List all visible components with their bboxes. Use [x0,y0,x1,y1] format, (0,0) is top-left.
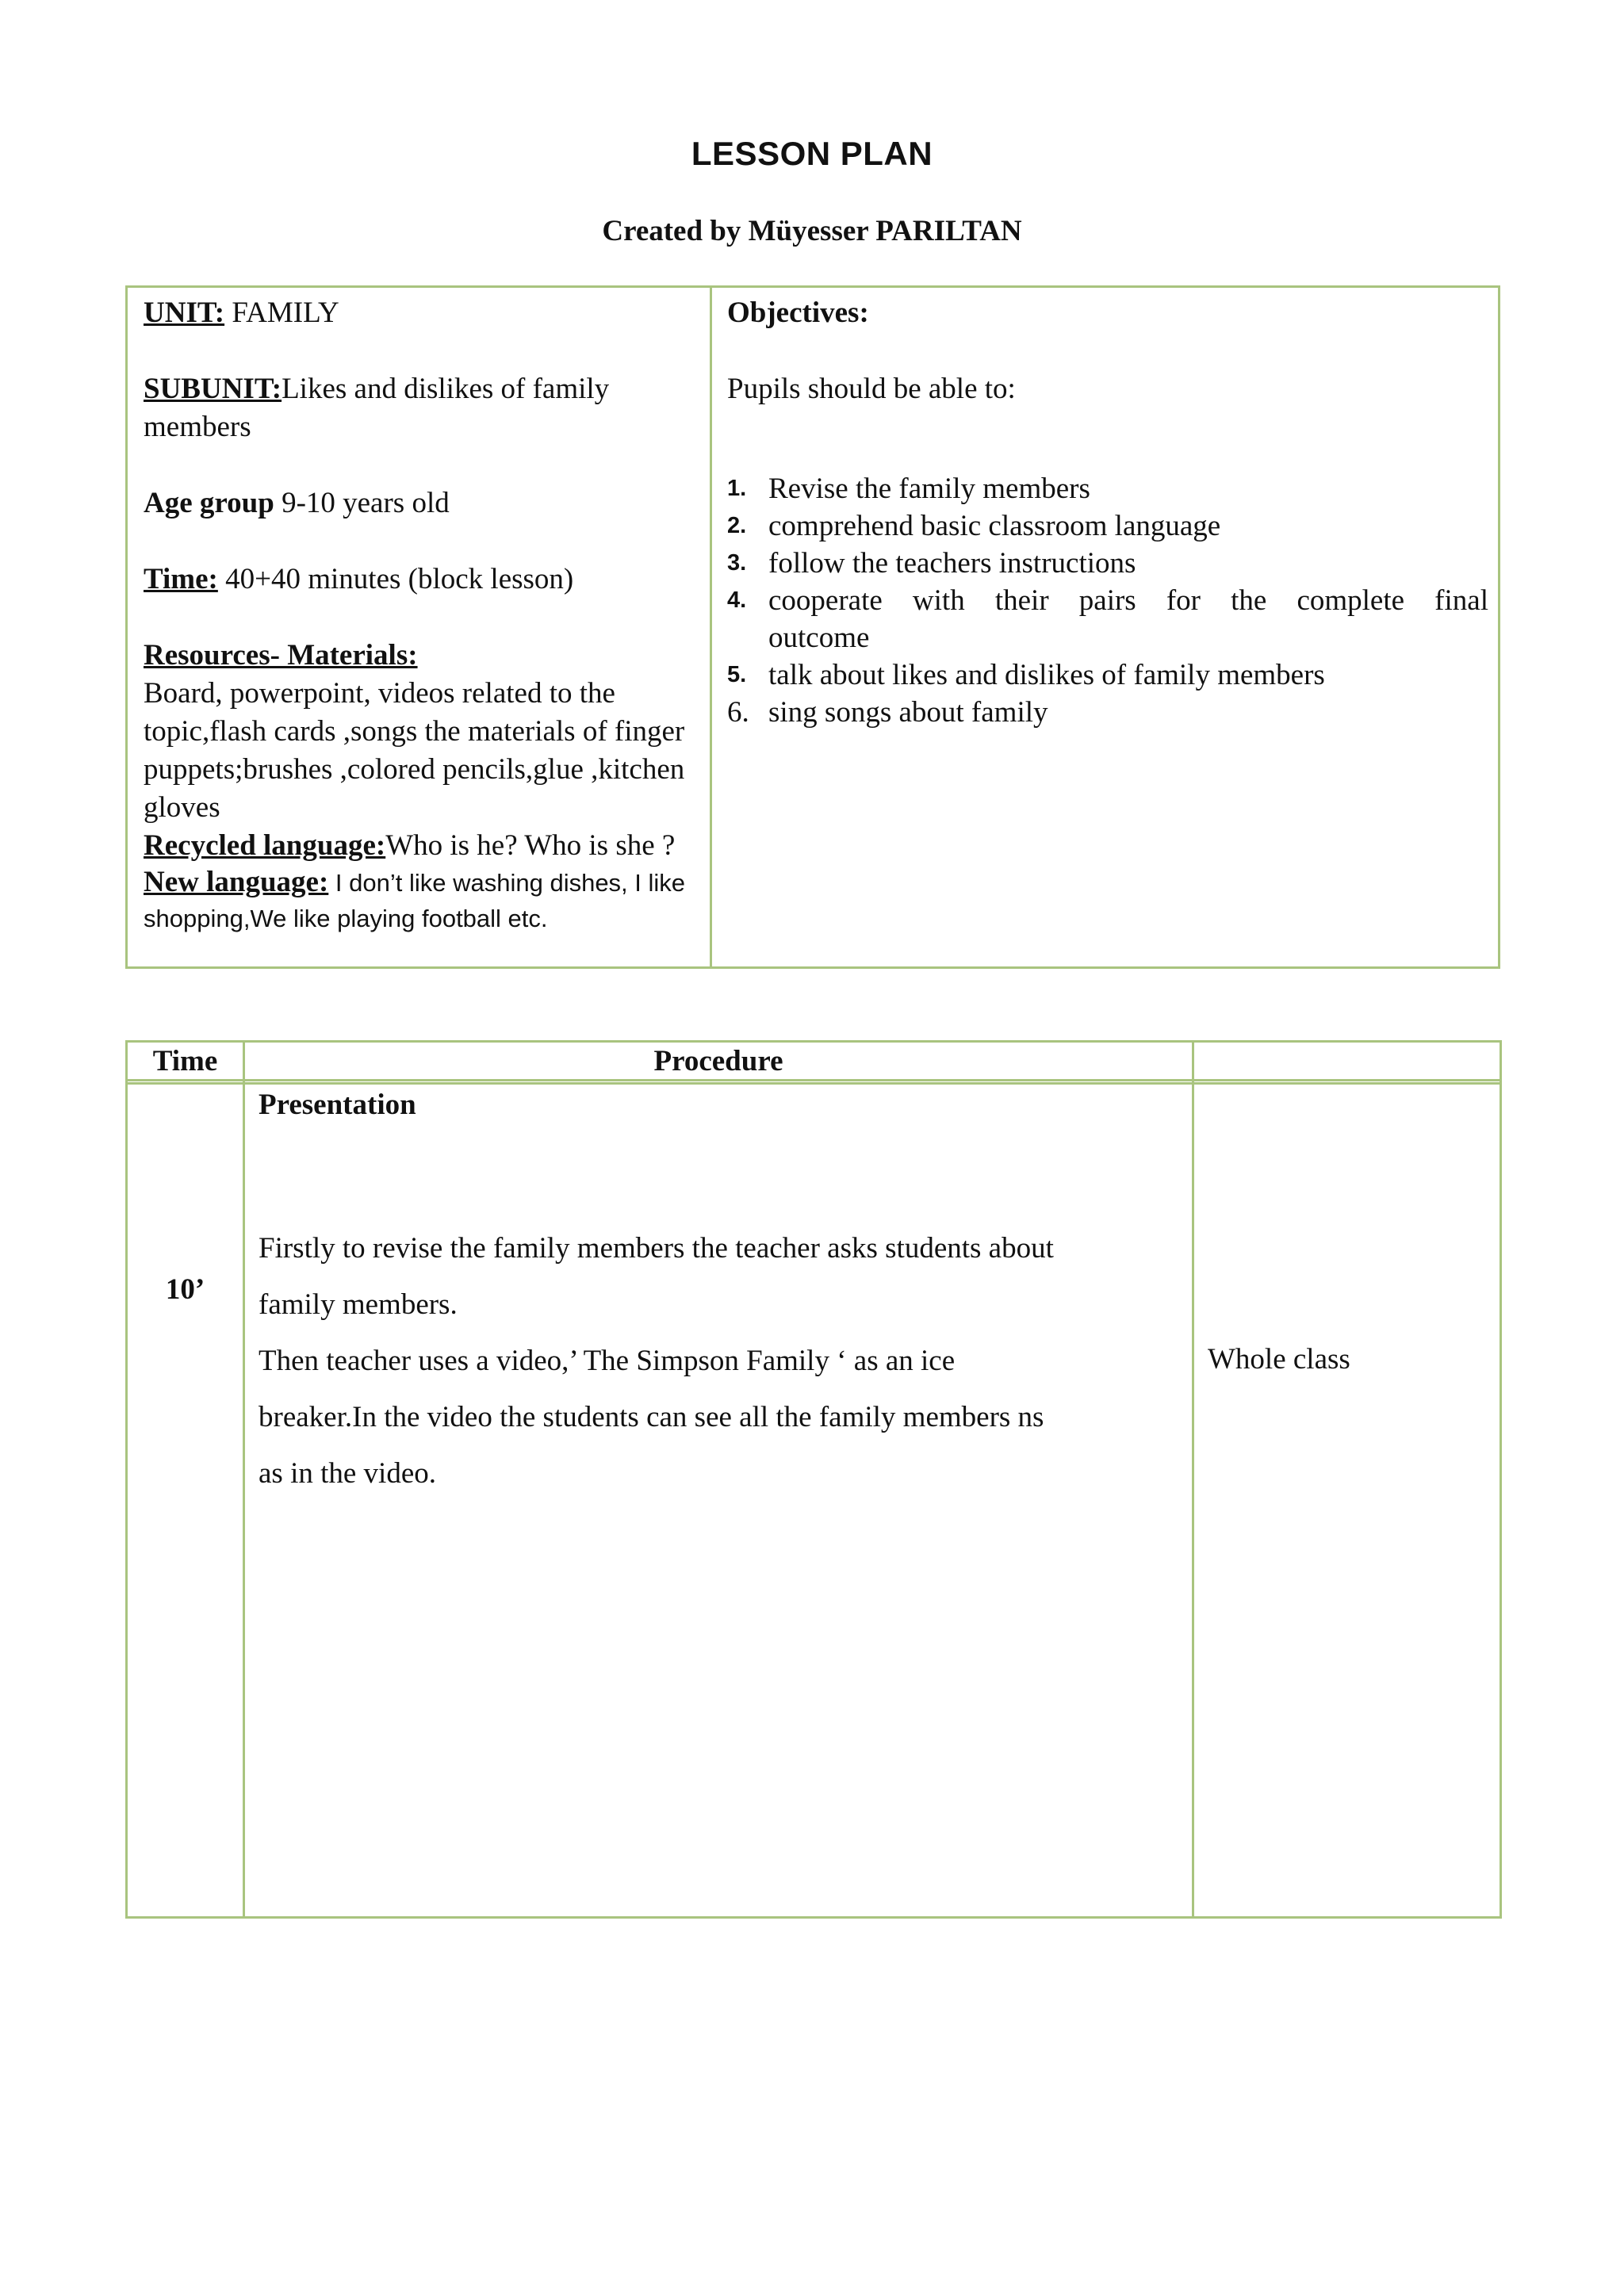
subunit-value: Likes and dislikes of family members [144,373,610,443]
age-label: Age group [144,487,274,519]
header-procedure: Procedure [653,1045,783,1077]
procedure-line: Firstly to revise the family members the teacher asks students about [259,1232,1054,1265]
objectives-heading: Objectives: [727,297,869,329]
resources-label: Resources- Materials: [144,639,418,672]
age-row [144,484,699,522]
new-language-label: New language: [144,866,329,898]
procedure-line: breaker.In the video the students can see all the family members ns [259,1401,1044,1433]
new-language-value: I don’t like washing dishes, I like shopping,We like playing football etc. [144,869,686,932]
time-value: 40+40 minutes (block lesson) [217,563,574,595]
resources-row [144,637,699,827]
list-item: 5. talk about likes and dislikes of family members [727,659,1325,691]
procedure-body [259,1085,1170,1502]
column-divider [1192,1043,1194,1916]
new-language-row [144,865,699,936]
column-divider [710,288,712,966]
list-item: 4. cooperate with their pairs for the complete final outcome [727,584,1488,654]
recycled-language-label: Recycled language: [144,829,386,862]
stage-time: 10’ [165,1273,205,1306]
procedure-line: Then teacher uses a video,’ The Simpson Family ‘ as an ice [259,1345,956,1377]
recycled-language-value: Who is he? Who is she ? [385,829,676,862]
author-line: Created by Müyesser PARILTAN [602,215,1022,247]
unit-label: UNIT: [144,297,225,329]
age-value: 9-10 years old [274,487,450,519]
time-label: Time: [144,563,218,595]
lesson-details-cell [144,294,699,936]
unit-row [144,294,699,332]
column-divider [243,1043,245,1916]
interaction-type: Whole class [1208,1343,1350,1376]
list-item: 6. sing songs about family [727,696,1048,729]
subunit-label: SUBUNIT: [144,373,282,405]
procedure-line: as in the video. [259,1457,437,1490]
list-item: 1. Revise the family members [727,473,1090,505]
time-row [144,561,699,599]
stage-heading: Presentation [259,1089,416,1121]
list-item: 2. comprehend basic classroom language [727,510,1221,542]
resources-value: Board, powerpoint, videos related to the topic,flash cards ,songs the materials of finger puppets;brushes ,colored pencils,glue ,kitchen gloves [144,677,685,824]
procedure-line: family members. [259,1288,458,1321]
objectives-list [727,470,1488,731]
objectives-intro: Pupils should be able to: [727,373,1016,405]
unit-value: FAMILY [224,297,339,329]
page-title: LESSON PLAN [691,135,933,172]
procedure-table [125,1040,1502,1919]
header-time: Time [152,1045,218,1077]
header-divider [128,1079,1500,1085]
list-item: 3. follow the teachers instructions [727,547,1136,580]
objectives-cell [727,294,1488,731]
recycled-language-row [144,827,699,865]
lesson-info-table [125,285,1500,969]
subunit-row [144,370,699,446]
